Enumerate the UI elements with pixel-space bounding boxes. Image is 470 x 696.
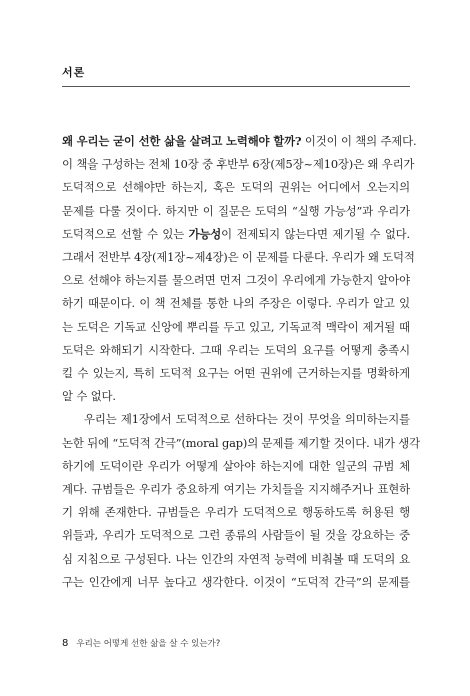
- paragraph-2: [62, 408, 420, 594]
- body-line: 위들과, 우리가 도덕적으로 그런 종류의 사람들이 될 것을 강요하는 중: [62, 528, 410, 543]
- body-line: 계다. 규범들은 우리가 중요하게 여기는 가치들을 지지해주거나 표현하: [62, 482, 410, 497]
- header-divider: [62, 86, 410, 87]
- body-line: 그래서 전반부 4장(제1장~제4장)은 이 문제를 다룬다. 우리가 왜 도덕적: [62, 250, 415, 265]
- section-header: 서론: [62, 66, 86, 79]
- running-title: 우리는 어떻게 선한 삶을 살 수 있는가?: [76, 639, 221, 649]
- bold-question: 왜 우리는 굳이 선한 삶을 살려고 노력해야 할까?: [62, 134, 302, 148]
- page-number: 8: [62, 638, 69, 649]
- body-line: 논한 뒤에 “도덕적 간극”(moral gap)의 문제를 제기할 것이다. 내가 생각: [62, 435, 420, 450]
- body-line: 기 위해 존재한다. 규범들은 우리가 도덕적으로 행동하도록 허용된 행: [62, 505, 410, 520]
- body-line: 왜 우리는 굳이 선한 삶을 살려고 노력해야 할까? 이것이 이 책의 주제다.: [62, 134, 417, 148]
- body-line: 으로 선해야 하는지를 물으려면 먼저 그것이 우리에게 가능한지 알아야: [62, 273, 410, 288]
- body-line: 우리는 제1장에서 도덕적으로 선하다는 것이 무엇을 의미하는지를: [84, 412, 410, 427]
- body-line: 킬 수 있는지, 특히 도덕적 요구는 어떤 권위에 근거하는지를 명확하게: [62, 366, 410, 381]
- body-line: 하기에 도덕이란 우리가 어떻게 살아야 하는지에 대한 일군의 규범 체: [62, 458, 410, 473]
- body-text: [62, 130, 420, 594]
- body-line: 도덕적으로 선할 수 있는 가능성이 전제되지 않는다면 제기될 수 없다.: [62, 226, 410, 241]
- body-line: 하기 때문이다. 이 책 전체를 통한 나의 주장은 이렇다. 우리가 알고 있: [62, 296, 410, 311]
- body-line: 구는 인간에게 너무 높다고 생각한다. 이것이 “도덕적 간극”의 문제를: [62, 574, 410, 589]
- paragraph-1: [62, 130, 417, 408]
- body-line: 도덕은 와해되기 시작한다. 그때 우리는 도덕의 요구를 어떻게 충족시: [62, 342, 410, 357]
- body-line: 알 수 없다.: [62, 389, 116, 404]
- page-footer: [62, 637, 220, 649]
- body-line: 는 도덕은 기독교 신앙에 뿌리를 두고 있고, 기독교적 맥락이 제거될 때: [62, 319, 410, 334]
- body-line: 이 책을 구성하는 전체 10장 중 후반부 6장(제5장~제10장)은 왜 우리가: [62, 157, 415, 172]
- body-line: 문제를 다룰 것이다. 하지만 이 질문은 도덕의 “실행 가능성”과 우리가: [62, 203, 410, 218]
- bold-word: 가능성: [188, 226, 222, 241]
- body-line: 도덕적으로 선해야만 하는지, 혹은 도덕의 권위는 어디에서 오는지의: [62, 180, 410, 195]
- body-line: 심 지침으로 구성된다. 나는 인간의 자연적 능력에 비춰볼 때 도덕의 요: [62, 551, 410, 566]
